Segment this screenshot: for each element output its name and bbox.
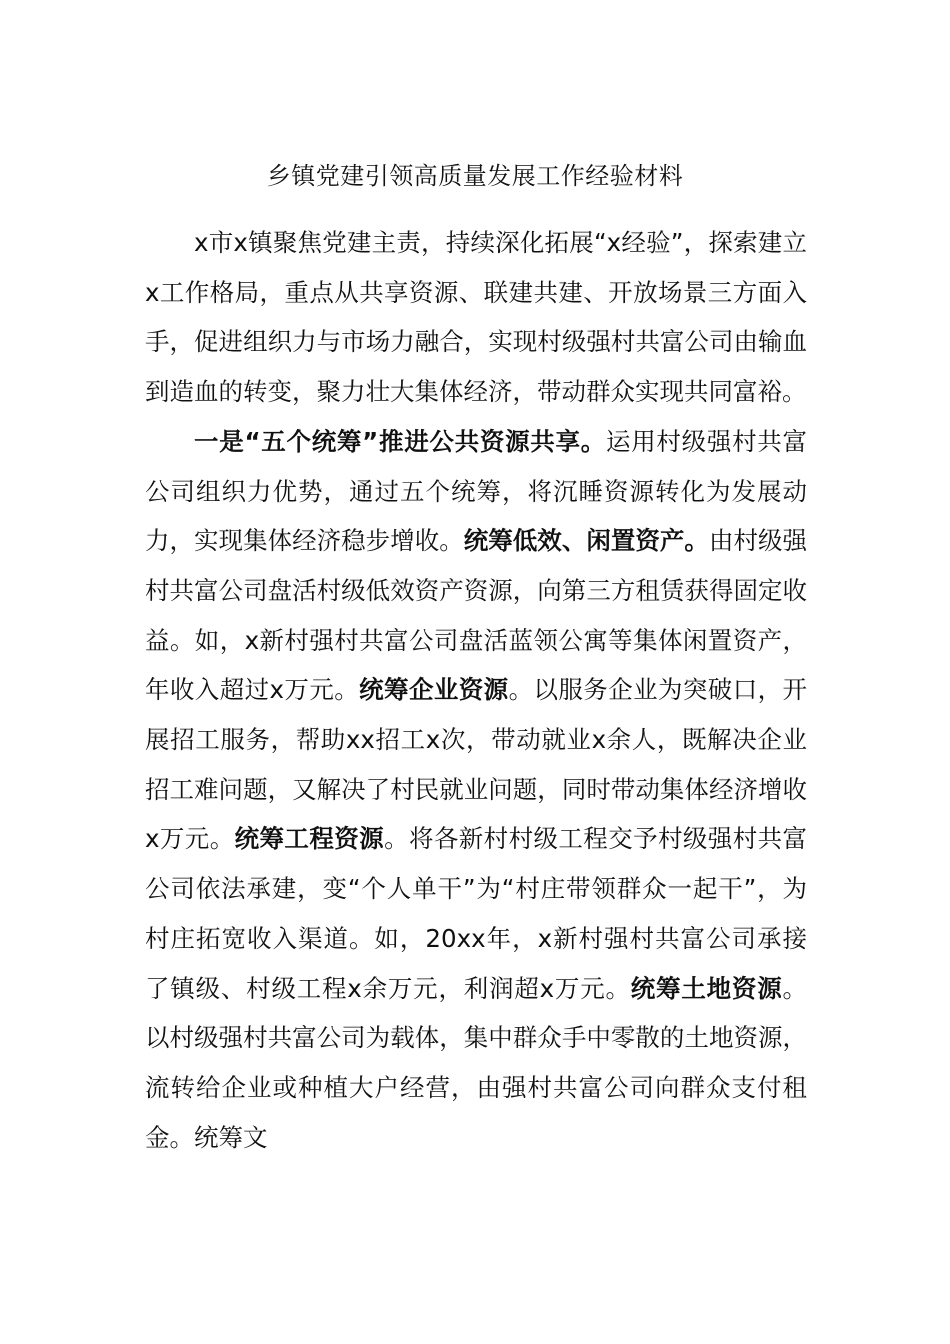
paragraph-intro: x市x镇聚焦党建主责，持续深化拓展“x经验”，探索建立x工作格局，重点从共享资源、联建共建、开放场景三方面入手，促进组织力与市场力融合，实现村级强村共富公司由输血到造血的转变，聚力壮大集体经济，带动群众实现共同富裕。 — [145, 228, 807, 407]
item-2-text: 。以服务企业为突破口，开展招工服务，帮助xx招工x次，带动就业x余人，既解决企业招工难问题，又解决了村民就业问题，同时带动集体经济增收x万元。 — [145, 675, 808, 854]
item-4-text: 。以村级强村共富公司为载体，集中群众手中零散的土地资源，流转给企业或种植大户经营，由强村共富公司向群众支付租金。统筹文 — [145, 973, 807, 1152]
item-1-text: 由村级强村共富公司盘活村级低效资产资源，向第三方租赁获得固定收益。如，x新村强村共富公司盘活蓝领公寓等集体闲置资产，年收入超过x万元。 — [145, 526, 808, 705]
item-2-title: 统筹企业资源 — [359, 675, 509, 705]
item-3-title: 统筹工程资源 — [234, 824, 385, 854]
item-1-title: 统筹低效、闲置资产。 — [463, 526, 709, 556]
paragraph-five-coordinations — [145, 417, 807, 1163]
item-4-title: 统筹土地资源 — [630, 973, 783, 1003]
section-heading: 一是“五个统筹”推进公共资源共享。 — [194, 426, 606, 456]
section-intro: 运用村级强村共富公司组织力优势，通过五个统筹，将沉睡资源转化为发展动力，实现集体经济稳步增收。 — [145, 426, 808, 556]
document-body — [145, 218, 807, 1162]
document-title: 乡镇党建引领高质量发展工作经验材料 — [266, 162, 684, 190]
item-3-text: 。将各新村村级工程交予村级强村共富公司依法承建，变“个人单干”为“村庄带领群众一起干”，为村庄拓宽收入渠道。如，20xx年，x新村强村共富公司承接了镇级、村级工程x余万元，利润超x万元。 — [145, 824, 808, 1003]
